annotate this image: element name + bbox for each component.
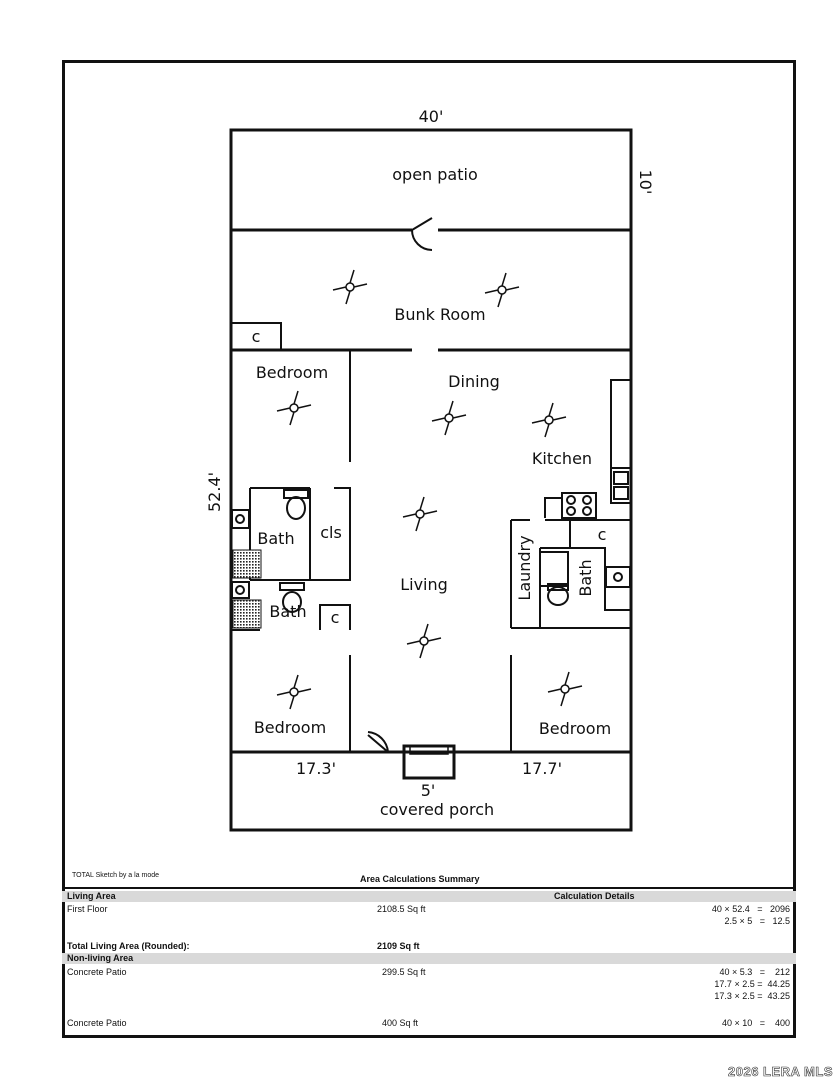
calc-line: 2.5 × 5 = 12.5: [724, 916, 790, 926]
room-kitchen: Kitchen: [531, 449, 593, 468]
total-label: Total Living Area (Rounded):: [67, 941, 190, 951]
first-floor-area: 2108.5 Sq ft: [377, 904, 426, 914]
room-bedroom-se: Bedroom: [538, 719, 612, 738]
ceiling-fan-icon: [532, 403, 566, 437]
room-laundry: Laundry: [515, 535, 534, 601]
calc-line: 40 × 10 = 400: [721, 1018, 790, 1028]
ceiling-fan-icon: [277, 391, 311, 425]
calc-line: 40 × 5.3 = 212: [719, 967, 790, 977]
dim-top: 40': [418, 107, 444, 126]
closet-label: c: [251, 327, 261, 346]
summary-title: Area Calculations Summary: [360, 874, 480, 884]
sketch-credit: TOTAL Sketch by a la mode: [72, 872, 160, 879]
room-covered-porch: covered porch: [379, 800, 495, 819]
room-bath-right: Bath: [576, 559, 595, 597]
room-bedroom-sw: Bedroom: [253, 718, 327, 737]
dim-porch-depth: 5': [420, 781, 436, 800]
first-floor-label: First Floor: [67, 904, 108, 914]
living-area-header-row: [62, 891, 796, 902]
calc-line: 40 × 52.4 = 2096: [711, 904, 790, 914]
ceiling-fan-icon: [548, 672, 582, 706]
room-living: Living: [400, 575, 448, 594]
calc-details-header: Calculation Details: [554, 891, 635, 901]
closet-label: c: [330, 608, 340, 627]
calc-line: 17.7 × 2.5 = 44.25: [714, 979, 790, 989]
watermark: 2026 LERA MLS: [728, 1064, 833, 1079]
calc-line: 17.3 × 2.5 = 43.25: [714, 991, 790, 1001]
dim-side: 52.4': [205, 471, 224, 513]
patio1-area: 299.5 Sq ft: [382, 967, 426, 977]
ceiling-fan-icon: [432, 401, 466, 435]
dim-porch-left: 17.3': [295, 759, 337, 778]
room-dining: Dining: [448, 372, 500, 391]
room-bedroom-nw: Bedroom: [255, 363, 329, 382]
total-value: 2109 Sq ft: [377, 941, 420, 951]
nonliving-header: Non-living Area: [67, 953, 134, 963]
dim-porch-right: 17.7': [521, 759, 563, 778]
living-area-header: Living Area: [67, 891, 116, 901]
ceiling-fan-icon: [485, 273, 519, 307]
room-bunk-room: Bunk Room: [394, 305, 486, 324]
area-summary-table: [62, 887, 796, 1038]
patio2-area: 400 Sq ft: [382, 1018, 419, 1028]
ceiling-fan-icon: [407, 624, 441, 658]
patio2-label: Concrete Patio: [67, 1018, 127, 1028]
ceiling-fan-icon: [333, 270, 367, 304]
room-cls: cls: [320, 523, 342, 542]
patio1-label: Concrete Patio: [67, 967, 127, 977]
ceiling-fan-icon: [277, 675, 311, 709]
closet-label: c: [597, 525, 607, 544]
ceiling-fan-icon: [403, 497, 437, 531]
dim-patio-depth: 10': [636, 169, 655, 195]
nonliving-header-row: [62, 953, 796, 964]
room-bath-left-2: Bath: [269, 602, 307, 621]
room-open-patio: open patio: [392, 165, 478, 184]
room-bath-left: Bath: [257, 529, 295, 548]
shower-tile-2: [233, 600, 261, 628]
shower-tile-1: [233, 550, 261, 578]
